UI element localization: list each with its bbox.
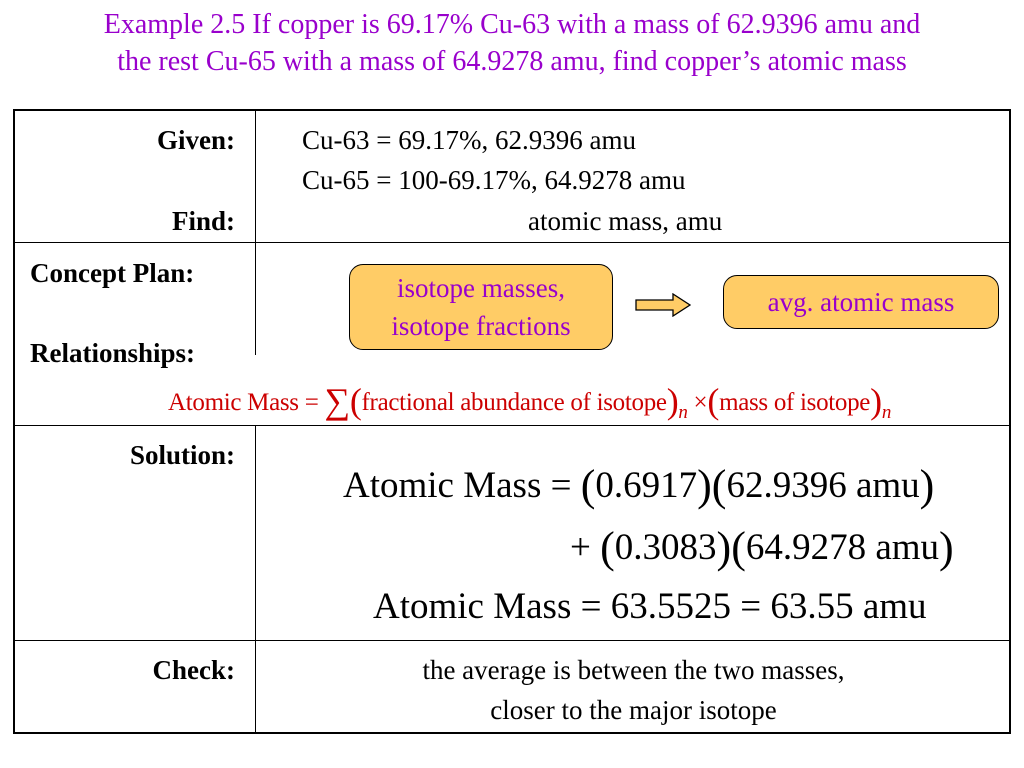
column-divider-lower — [255, 425, 256, 733]
row-divider-concept — [13, 425, 1011, 426]
concept-box-inputs-line-2: isotope fractions — [391, 311, 571, 341]
sol-mass-1: 62.9396 amu — [726, 465, 920, 506]
label-find: Find: — [171, 206, 235, 236]
concept-box-output: avg. atomic mass — [723, 275, 999, 329]
sol-fraction-1: 0.6917 — [595, 465, 698, 506]
sol-fraction-2: 0.3083 — [614, 527, 717, 568]
rel-times: × — [693, 389, 708, 416]
rel-term-abundance: fractional abundance of isotope — [361, 389, 667, 416]
sol-lhs: Atomic Mass — [343, 465, 542, 506]
label-check: Check: — [152, 655, 235, 685]
title-line-2: the rest Cu-65 with a mass of 64.9278 amu, find copper’s atomic mass — [117, 46, 907, 77]
concept-box-inputs — [349, 264, 613, 350]
title-line-1: Example 2.5 If copper is 69.17% Cu-63 with a mass of 62.9396 amu and — [103, 9, 921, 40]
given-cu65: Cu-65 = 100-69.17%, 64.9278 amu — [302, 165, 686, 195]
sol-equals: = — [550, 465, 572, 506]
solution-line-1: Atomic Mass = (0.6917)(62.9396 amu) — [343, 461, 935, 510]
sol-plus: + — [570, 527, 591, 568]
label-given: Given: — [157, 125, 235, 155]
relationship-equation — [168, 380, 891, 424]
sum-symbol: ∑ — [324, 381, 350, 421]
rel-close-paren-2: ) — [870, 381, 882, 421]
sol-result-rounded: 63.55 amu — [770, 586, 927, 627]
check-line-1: the average is between the two masses, — [422, 655, 845, 685]
rel-lhs: Atomic Mass — [168, 389, 299, 416]
rel-open-paren-2: ( — [707, 381, 720, 421]
sol-result-exact: 63.5525 — [610, 586, 731, 627]
sol-result-lhs: Atomic Mass — [373, 586, 572, 627]
solution-result: Atomic Mass = 63.5525 = 63.55 amu — [373, 586, 927, 627]
concept-box-inputs-line-1: isotope masses, — [397, 273, 565, 303]
find-text: atomic mass, amu — [528, 206, 723, 236]
rel-open-paren-1: ( — [349, 381, 362, 421]
solution-line-2: + (0.3083)(64.9278 amu) — [570, 523, 954, 572]
label-solution: Solution: — [129, 440, 235, 470]
right-arrow-icon — [635, 293, 691, 317]
check-line-2: closer to the major isotope — [490, 695, 777, 725]
rel-close-paren-1: ) — [666, 381, 679, 421]
row-divider-given — [13, 242, 1011, 243]
sol-mass-2: 64.9278 amu — [745, 527, 940, 568]
row-divider-solution — [13, 640, 1011, 641]
given-cu63: Cu-63 = 69.17%, 62.9396 amu — [302, 125, 636, 155]
page-title — [0, 6, 1024, 80]
rel-term-mass: mass of isotope — [719, 389, 871, 416]
column-divider-upper — [255, 110, 256, 355]
rel-subscript-1: n — [678, 402, 688, 423]
label-concept-plan: Concept Plan: — [30, 258, 195, 288]
rel-equals: = — [304, 389, 319, 416]
rel-subscript-2: n — [881, 402, 892, 423]
label-relationships: Relationships: — [30, 338, 196, 368]
